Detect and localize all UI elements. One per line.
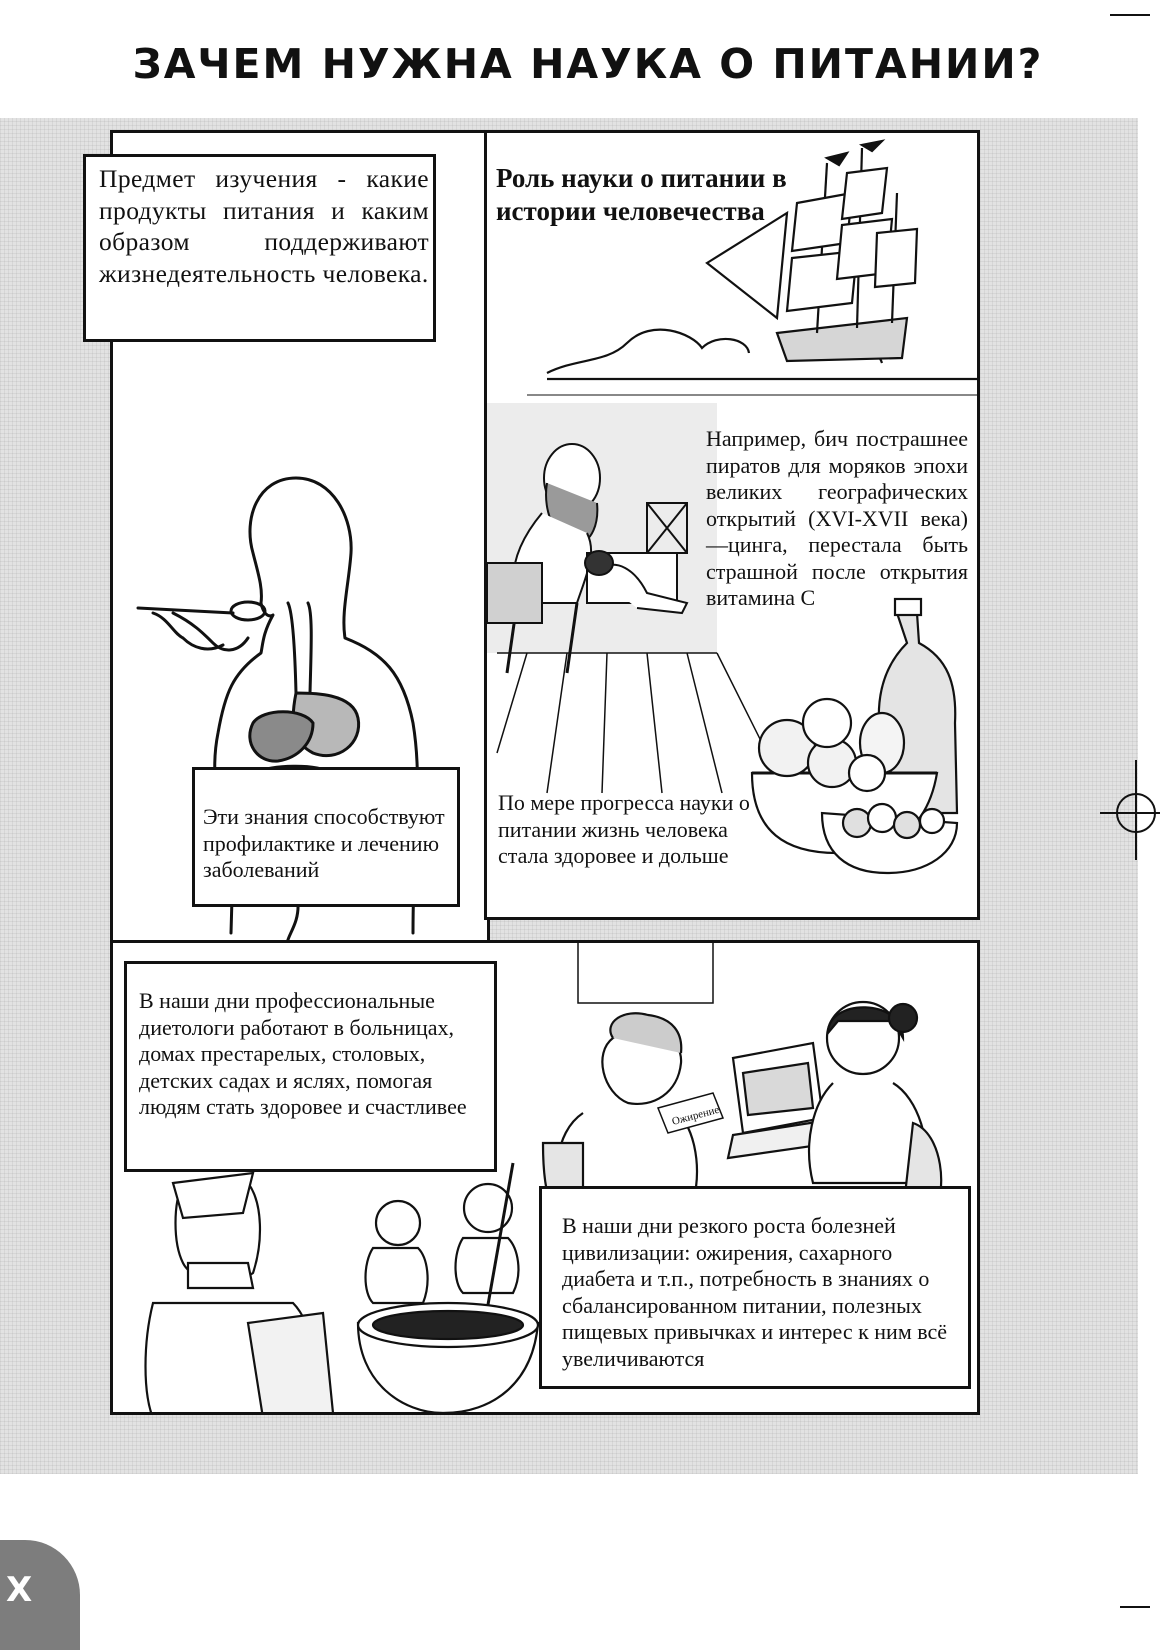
- obesity-paper-label: Ожирение: [670, 1103, 721, 1128]
- knowledge-caption-box: [192, 767, 460, 907]
- crop-mark: [1120, 1606, 1150, 1608]
- crop-mark: [1135, 760, 1137, 860]
- fruit-basket-illustration: [752, 599, 957, 873]
- scurvy-text: Например, бич пострашнее пиратов для моряков эпохи великих географических открытий (XVI-XVII века)—цинга, перестала быть страшной после открытия витамина С: [706, 426, 968, 610]
- civilization-caption-text: В наши дни резкого роста болезней цивилизации: ожирения, сахарного диабета и т.п., потребность в знаниях о сбалансированном питании, полезных пищевых привычках и интерес к ним всё увеличиваются: [562, 1213, 948, 1371]
- page-title: ЗАЧЕМ НУЖНА НАУКА О ПИТАНИИ?: [132, 40, 1044, 88]
- page-number: X: [6, 1570, 33, 1610]
- history-heading: Роль науки о питании в истории человечества: [496, 163, 787, 226]
- page-number-tab: [0, 1540, 80, 1650]
- dietologists-caption-box: [124, 961, 497, 1172]
- civilization-caption-box: [539, 1186, 971, 1389]
- progress-text: По мере прогресса науки о питании жизнь человека стала здоровее и дольше: [498, 790, 750, 868]
- subject-caption-text: Предмет изучения - какие продукты питания и каким образом поддерживают жизнедеятельность человека.: [99, 164, 429, 288]
- knowledge-caption-text: Эти знания способствуют профилактике и лечению заболеваний: [203, 804, 445, 882]
- crop-mark: [1110, 14, 1150, 16]
- dietologists-caption-text: В наши дни профессиональные диетологи работают в больницах, домах престарелых, столовых, детских садах и яслях, помогая людям стать здоровее и счастливее: [139, 988, 467, 1119]
- subject-caption-box: [83, 154, 436, 342]
